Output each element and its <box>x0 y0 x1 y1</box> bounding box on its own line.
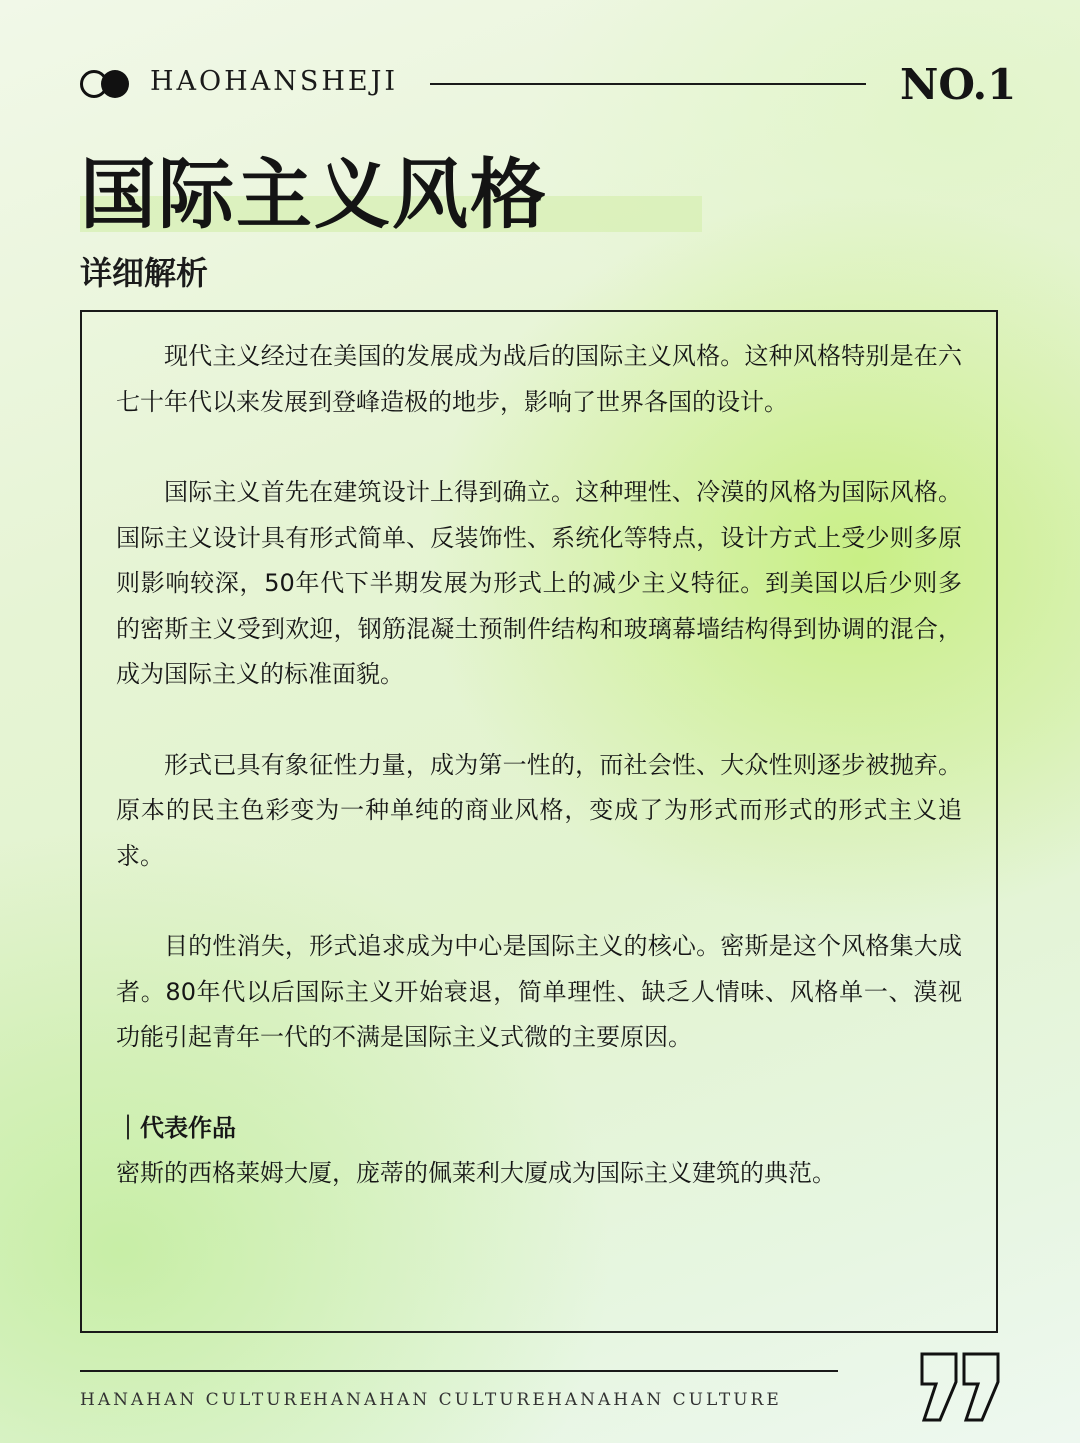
footer-tag-3: HANAHAN CULTURE <box>547 1390 782 1410</box>
two-circles-logo-icon <box>80 70 128 98</box>
page-subtitle: 详细解析 <box>80 254 209 292</box>
paragraph-1: 现代主义经过在美国的发展成为战后的国际主义风格。这种风格特别是在六七十年代以来发展到登峰造极的地步，影响了世界各国的设计。 <box>116 342 962 416</box>
footer-tag-2: HANAHAN CULTURE <box>313 1390 548 1410</box>
works-label: ｜代表作品 <box>116 1113 236 1142</box>
page-number: NO.1 <box>900 60 1017 109</box>
works-text: 密斯的西格莱姆大厦，庞蒂的佩莱利大厦成为国际主义建筑的典范。 <box>116 1159 836 1187</box>
footer-tag-1: HANAHAN CULTURE <box>80 1390 315 1410</box>
paragraph-4: 目的性消失，形式追求成为中心是国际主义的核心。密斯是这个风格集大成者。80年代以后国际主义开始衰退，简单理性、缺乏人情味、风格单一、漠视功能引起青年一代的不满是国际主义式微的主要原因。 <box>116 932 962 1051</box>
page-title: 国际主义风格 <box>80 150 548 239</box>
content-box <box>80 310 998 1333</box>
header-divider <box>430 83 866 85</box>
logo-dot <box>101 70 129 98</box>
closing-quote-icon <box>918 1350 1004 1424</box>
paragraph-3: 形式已具有象征性力量，成为第一性的，而社会性、大众性则逐步被抛弃。原本的民主色彩变为一种单纯的商业风格，变成了为形式而形式的形式主义追求。 <box>116 750 962 870</box>
footer-divider <box>80 1370 838 1372</box>
brand-name: HAOHANSHEJI <box>150 66 399 97</box>
paragraph-2: 国际主义首先在建筑设计上得到确立。这种理性、冷漠的风格为国际风格。国际主义设计具有形式简单、反装饰性、系统化等特点，设计方式上受少则多原则影响较深，50年代下半期发展为形式上的减少主义特征。到美国以后少则多的密斯主义受到欢迎，钢筋混凝土预制件结构和玻璃幕墙结构得到协调的混合，成为国际主义的标准面貌。 <box>116 478 962 688</box>
